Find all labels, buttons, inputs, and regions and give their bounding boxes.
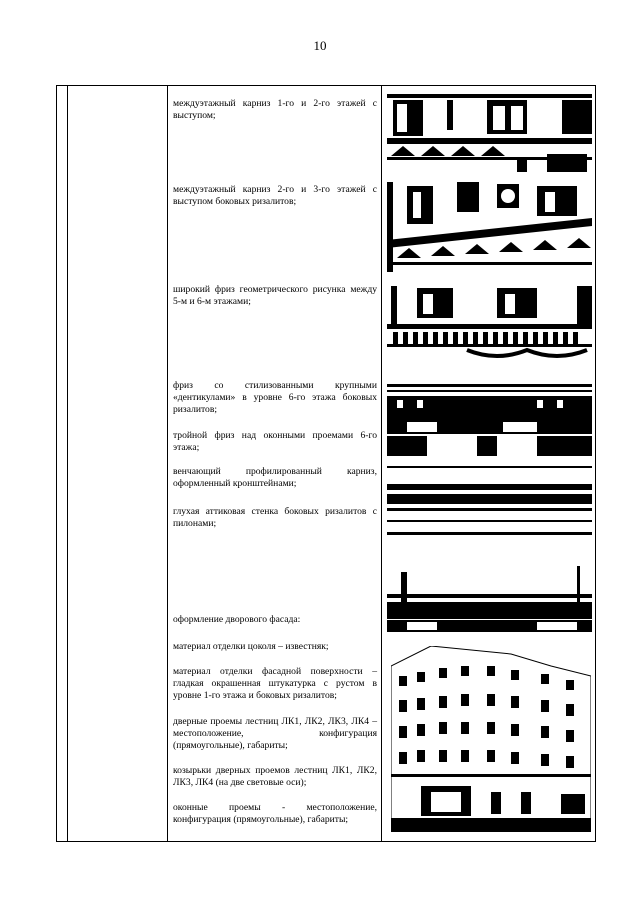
column-divider xyxy=(67,86,68,841)
photo-frieze-5-6 xyxy=(387,284,592,364)
entry-cornice-2-3: междуэтажный карниз 2-го и 3-го этажей с выступом боковых ризалитов; xyxy=(173,184,377,207)
entry-courtyard-facade: оформление дворового фасада: xyxy=(173,614,301,625)
entry-triple-frieze: тройной фриз над оконными проемами 6-го этажа; xyxy=(173,430,377,453)
photo-courtyard-facade xyxy=(391,646,591,832)
page-number: 10 xyxy=(313,38,327,53)
entry-window-openings: оконные проемы - местоположение, конфигурация (прямоугольные), габариты; xyxy=(173,802,377,825)
photo-cornice-1-2 xyxy=(387,94,592,172)
entry-facade-material: материал отделки фасадной поверхности – гладкая окрашенная штукатурка с рустом в уровне 1-го этажа и боковых ризалитов; xyxy=(173,666,377,701)
photo-attic-wall xyxy=(387,564,592,632)
photo-crowning-cornice xyxy=(387,466,592,538)
entry-stair-doors: дверные проемы лестниц ЛК1, ЛК2, ЛК3, ЛК4 – местоположение, конфигурация (прямоугольные), габариты; xyxy=(173,716,377,751)
entry-door-canopies: козырьки дверных проемов лестниц ЛК1, ЛК2, ЛК3, ЛК4 (на две световые оси); xyxy=(173,765,377,788)
entry-attic-wall: глухая аттиковая стенка боковых ризалитов с пилонами; xyxy=(173,506,377,529)
entry-frieze-5-6: широкий фриз геометрического рисунка между 5-м и 6-м этажами; xyxy=(173,284,377,307)
photo-frieze-denticles xyxy=(387,384,592,456)
column-divider xyxy=(167,86,168,841)
photo-cornice-2-3 xyxy=(387,182,592,272)
entry-plinth-material: материал отделки цоколя – известняк; xyxy=(173,641,329,652)
column-divider xyxy=(381,86,382,841)
entry-frieze-denticles: фриз со стилизованными крупными «дентикулами» в уровне 6-го этажа боковых ризалитов; xyxy=(173,380,377,415)
entry-cornice-1-2: междуэтажный карниз 1-го и 2-го этажей с выступом; xyxy=(173,98,377,121)
table xyxy=(56,85,596,842)
entry-crowning-cornice: венчающий профилированный карниз, оформленный кронштейнами; xyxy=(173,466,377,489)
